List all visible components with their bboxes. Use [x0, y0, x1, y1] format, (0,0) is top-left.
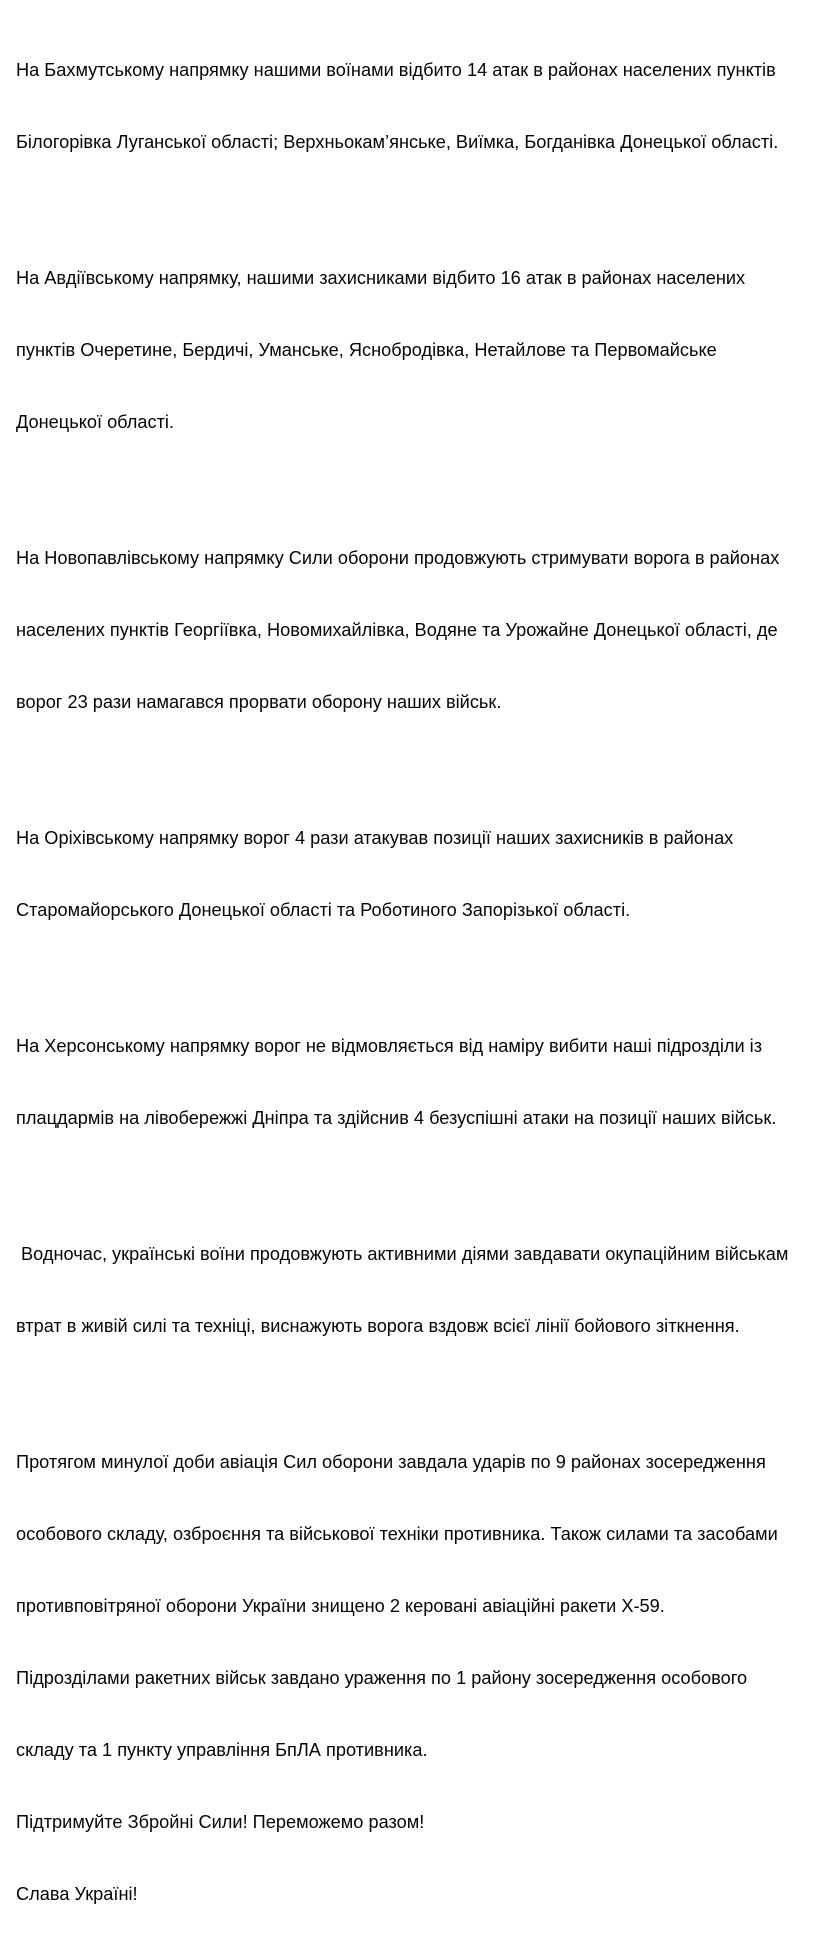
paragraph-novopavlivka: [16, 498, 828, 762]
paragraph-kherson: [16, 986, 828, 1178]
text-line: Підрозділами ракетних військ завдано ураження по 1 району зосередження особового: [16, 1668, 748, 1688]
text-line: На Бахмутському напрямку нашими воїнами відбито 14 атак в районах населених пунктів: [16, 60, 776, 80]
text-line: особового складу, озброєння та військової техніки противника. Також силами та засобами: [16, 1524, 778, 1544]
text-line: плацдармів на лівобережжі Дніпра та здійснив 4 безуспішні атаки на позиції наших військ.: [16, 1108, 777, 1128]
text-line: На Новопавлівському напрямку Сили оборони продовжують стримувати ворога в районах: [16, 548, 780, 568]
text-line: На Херсонському напрямку ворог не відмовляється від наміру вибити наші підрозділи із: [16, 1036, 763, 1056]
text-line: Водночас, українські воїни продовжують активними діями завдавати окупаційним військам: [16, 1244, 789, 1264]
text-line: На Авдіївському напрямку, нашими захисниками відбито 16 атак в районах населених: [16, 268, 746, 288]
text-line: противповітряної оборони України знищено 2 керовані авіаційні ракети Х-59.: [16, 1596, 665, 1616]
support-slogan: Підтримуйте Збройні Сили! Переможемо разом!: [16, 1812, 425, 1832]
post-text: [16, 10, 828, 1954]
text-line: складу та 1 пункту управління БпЛА противника.: [16, 1740, 428, 1760]
text-line: населених пунктів Георгіївка, Новомихайлівка, Водяне та Урожайне Донецької області, де: [16, 620, 778, 640]
paragraph-bakhmut: [16, 10, 828, 202]
text-line: пунктів Очеретине, Бердичі, Уманське, Яснобродівка, Нетайлове та Первомайське: [16, 340, 717, 360]
paragraph-orikhiv: [16, 778, 828, 970]
text-line: Старомайорського Донецької області та Роботиного Запорізької області.: [16, 900, 631, 920]
paragraph-ukrainian-forces: [16, 1194, 828, 1386]
text-line: втрат в живій силі та техніці, виснажують ворога вздовж всієї лінії бойового зіткнення.: [16, 1316, 740, 1336]
paragraph-aviation: [16, 1402, 828, 1954]
text-line: ворог 23 рази намагався прорвати оборону наших військ.: [16, 692, 502, 712]
glory-slogan: Слава Україні!: [16, 1884, 138, 1904]
paragraph-avdiivka: [16, 218, 828, 482]
text-line: Донецької області.: [16, 412, 175, 432]
text-line: Білогорівка Луганської області; Верхньокам’янське, Виїмка, Богданівка Донецької області.: [16, 132, 779, 152]
text-line: На Оріхівському напрямку ворог 4 рази атакував позиції наших захисників в районах: [16, 828, 734, 848]
text-line: Протягом минулої доби авіація Сил оборони завдала ударів по 9 районах зосередження: [16, 1452, 766, 1472]
